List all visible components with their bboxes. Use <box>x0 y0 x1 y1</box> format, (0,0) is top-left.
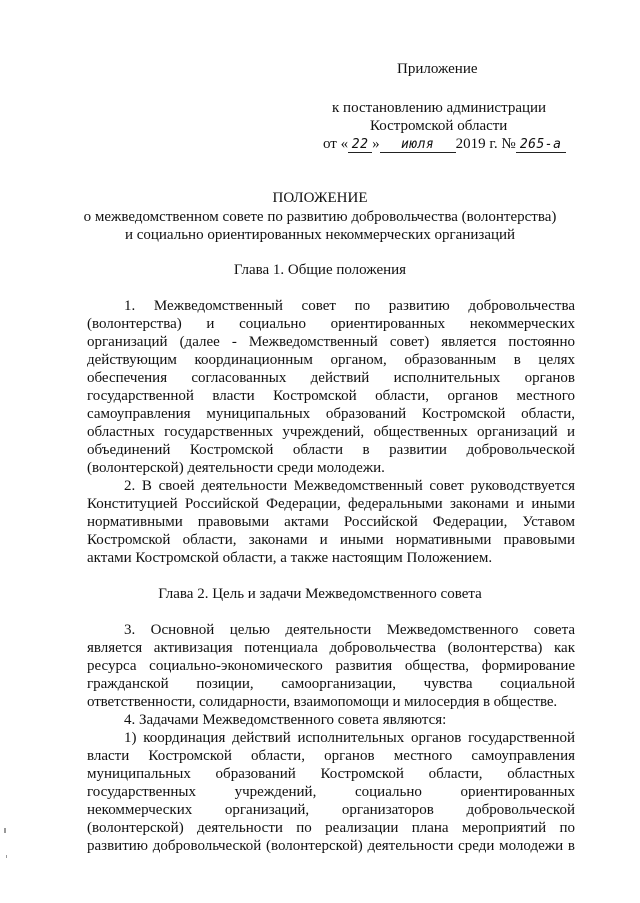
resolution-line: к постановлению администрации <box>332 100 547 116</box>
paragraph-line: областных государственных учреждений, общественных организаций и <box>87 424 575 440</box>
paragraph-line: государственной власти Костромской области, органов местного <box>87 388 575 404</box>
paragraph-line: является активизация потенциала добровольчества (волонтерства) как <box>87 640 575 656</box>
scan-speck <box>6 855 7 858</box>
paragraph-line: ресурса социально-экономического развития общества, формирование <box>87 658 575 674</box>
chapter-1-heading: Глава 1. Общие положения <box>233 262 407 278</box>
resolution-date-line <box>323 135 566 153</box>
paragraph-line: организаций (далее - Межведомственный совет) является постоянно <box>87 334 575 350</box>
list-item-line: (волонтерской) деятельности по реализации плана мероприятий по <box>87 820 575 836</box>
paragraph-line: 2. В своей деятельности Межведомственный совет руководствуется <box>124 478 575 494</box>
list-item-line: некоммерческих организаций, организаторов добровольческой <box>87 802 575 818</box>
paragraph-line: 4. Задачами Межведомственного совета являются: <box>124 712 447 728</box>
paragraph-line: нормативными правовыми актами Российской Федерации, Уставом <box>87 514 575 530</box>
paragraph-line: Конституцией Российской Федерации, федеральными законами и иными <box>87 496 575 512</box>
paragraph-line: актами Костромской области, а также настоящим Положением. <box>87 550 493 566</box>
document-number: 265-а <box>516 137 566 153</box>
list-item-line: власти Костромской области, органов местного самоуправления <box>87 748 575 764</box>
paragraph-line: 1. Межведомственный совет по развитию добровольчества <box>124 298 575 314</box>
paragraph-line: (волонтерской) деятельности среди молодежи. <box>87 460 385 476</box>
list-item-line: муниципальных образований Костромской области, областных <box>87 766 575 782</box>
list-item-line: государственных учреждений, социально ориентированных <box>87 784 575 800</box>
list-item-line: 1) координация действий исполнительных органов государственной <box>124 730 575 746</box>
region-line: Костромской области <box>370 118 508 134</box>
scan-speck <box>4 828 6 833</box>
document-title: ПОЛОЖЕНИЕ <box>272 190 368 206</box>
paragraph-line: обеспечения согласованных действий исполнительных органов <box>87 370 575 386</box>
paragraph-line: самоуправления муниципальных образований Костромской области, <box>87 406 575 422</box>
paragraph-line: (волонтерства) и социально ориентированных некоммерческих <box>87 316 575 332</box>
paragraph-line: объединений Костромской области в развитии добровольческой <box>87 442 575 458</box>
date-day: 22 <box>348 137 372 153</box>
date-prefix: от « <box>323 136 349 152</box>
paragraph-line: Костромской области, законами и иными нормативными правовыми <box>87 532 575 548</box>
date-year: 2019 г. № <box>455 136 516 152</box>
paragraph-line: ответственности, солидарности, взаимопомощи и милосердия в обществе. <box>87 694 558 710</box>
paragraph-line: гражданской позиции, самоорганизации, чувства социальной <box>87 676 575 692</box>
document-subtitle-line-1: о межведомственном совете по развитию добровольчества (волонтерства) <box>83 209 557 225</box>
paragraph-line: 3. Основной целью деятельности Межведомственного совета <box>124 622 575 638</box>
list-item-line: развитию добровольческой (волонтерской) деятельности среди молодежи в <box>87 838 575 854</box>
chapter-2-heading: Глава 2. Цель и задачи Межведомственного совета <box>158 586 482 602</box>
appendix-label: Приложение <box>397 61 478 77</box>
date-month: июля <box>380 137 456 153</box>
document-subtitle-line-2: и социально ориентированных некоммерческих организаций <box>124 227 516 243</box>
paragraph-line: действующим координационным органом, образованным в целях <box>87 352 575 368</box>
date-mid: » <box>372 136 380 152</box>
